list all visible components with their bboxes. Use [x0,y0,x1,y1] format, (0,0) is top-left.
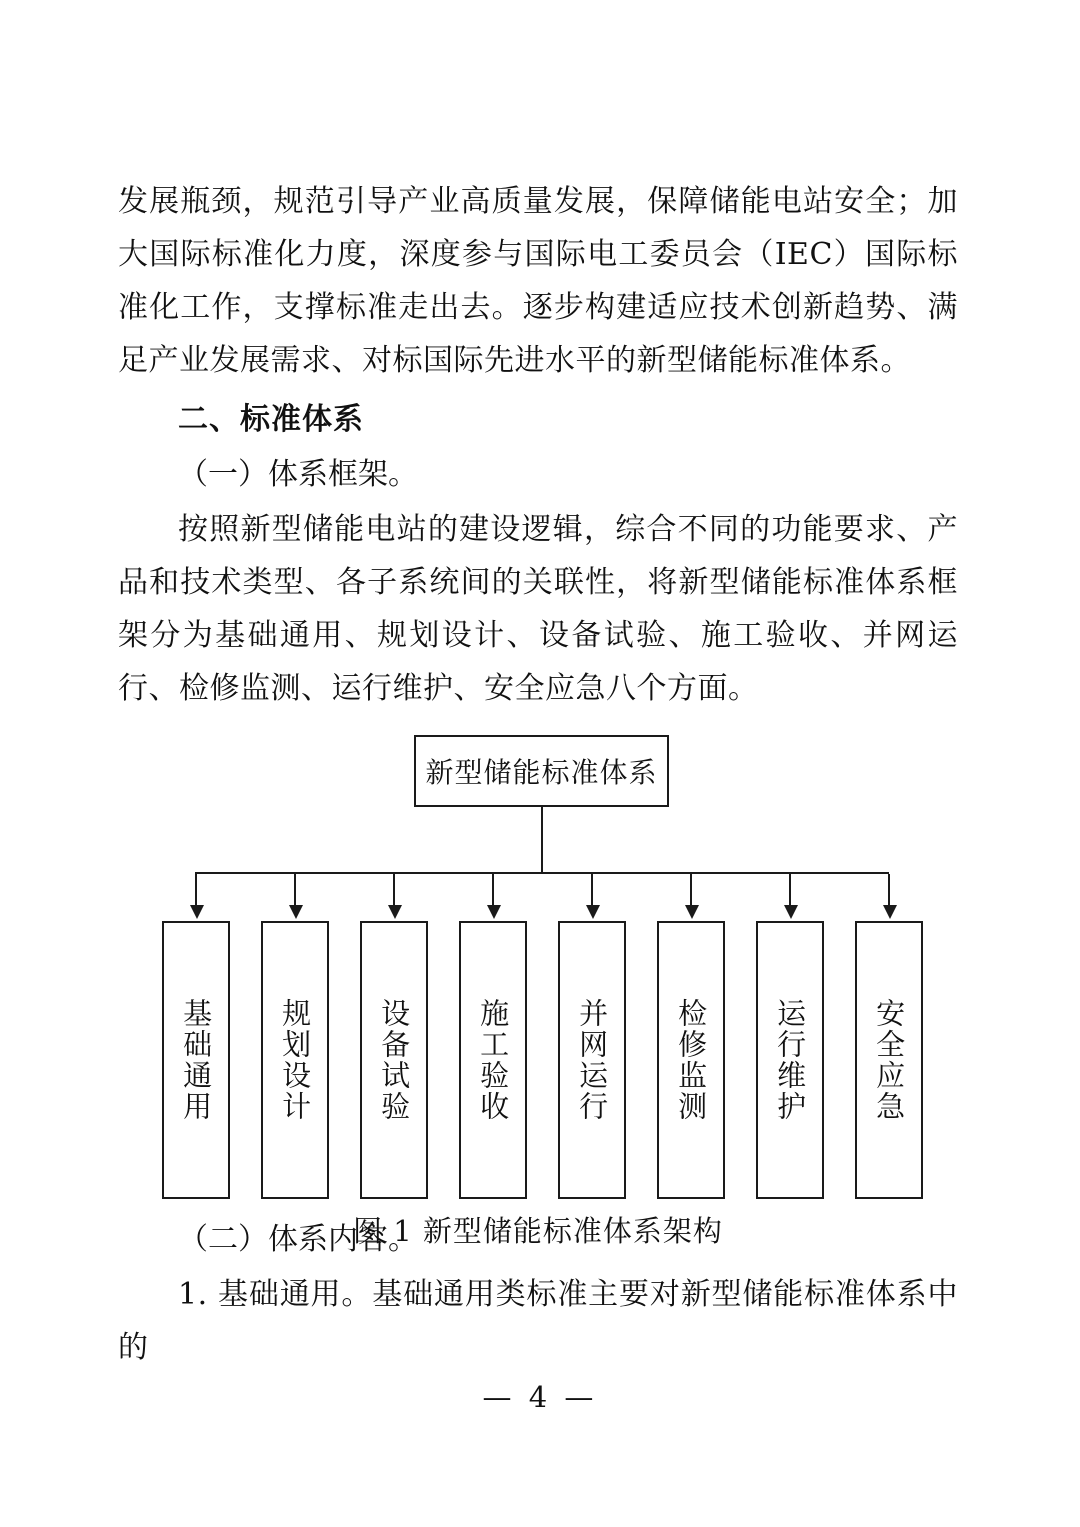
figure-leaf-label: 安全应急 [872,998,907,1122]
figure-arrow-head-icon [487,905,501,919]
figure-root-node [414,735,669,807]
figure-arrow-head-icon [883,905,897,919]
figure-caption: 图 1 新型储能标准体系架构 [353,1214,723,1248]
subheading-content: （二）体系内容。 [178,1222,418,1257]
figure-leaf-node [360,921,428,1199]
figure-root-label: 新型储能标准体系 [425,756,658,789]
paragraph-framework: 按照新型储能电站的建设逻辑，综合不同的功能要求、产品和技术类型、各子系统间的关联性，将新型储能标准体系框架分为基础通用、规划设计、设备试验、施工验收、并网运行、检修监测、运行维护、安全应急八个方面。 [118,512,958,706]
figure-arrow-head-icon [784,905,798,919]
figure-root-connector [541,807,543,873]
figure-leaf-node [657,921,725,1199]
figure-leaf-label: 检修监测 [674,998,709,1122]
figure-horizontal-bus [195,872,889,874]
figure-leaf-node [162,921,230,1199]
figure-arrow-head-icon [685,905,699,919]
figure-leaf-label: 规划设计 [278,998,313,1122]
page-number: — 4 — [482,1380,598,1414]
figure-leaf-node [459,921,527,1199]
figure-arrow-head-icon [388,905,402,919]
figure-arrow-head-icon [190,905,204,919]
paragraph-intro: 发展瓶颈，规范引导产业高质量发展，保障储能电站安全；加大国际标准化力度，深度参与国际电工委员会（IEC）国际标准化工作，支撑标准走出去。逐步构建适应技术创新趋势、满足产业发展需求、对标国际先进水平的新型储能标准体系。 [118,184,958,378]
figure-leaf-node [756,921,824,1199]
figure-leaf-node [855,921,923,1199]
figure-leaf-node [558,921,626,1199]
figure-leaf-label: 施工验收 [476,998,511,1122]
figure-leaf-node [261,921,329,1199]
figure-leaf-label: 基础通用 [179,998,214,1122]
figure-leaf-label: 设备试验 [377,998,412,1122]
section-heading-standards-system: 二、标准体系 [178,402,364,437]
document-body [118,175,958,1376]
figure-arrow-head-icon [289,905,303,919]
figure-leaf-label: 并网运行 [575,998,610,1122]
subheading-framework: （一）体系框架。 [178,457,418,492]
figure-arrow-head-icon [586,905,600,919]
figure-leaf-label: 运行维护 [773,998,808,1122]
paragraph-content-item-1: 1. 基础通用。基础通用类标准主要对新型储能标准体系中的 [118,1277,958,1365]
